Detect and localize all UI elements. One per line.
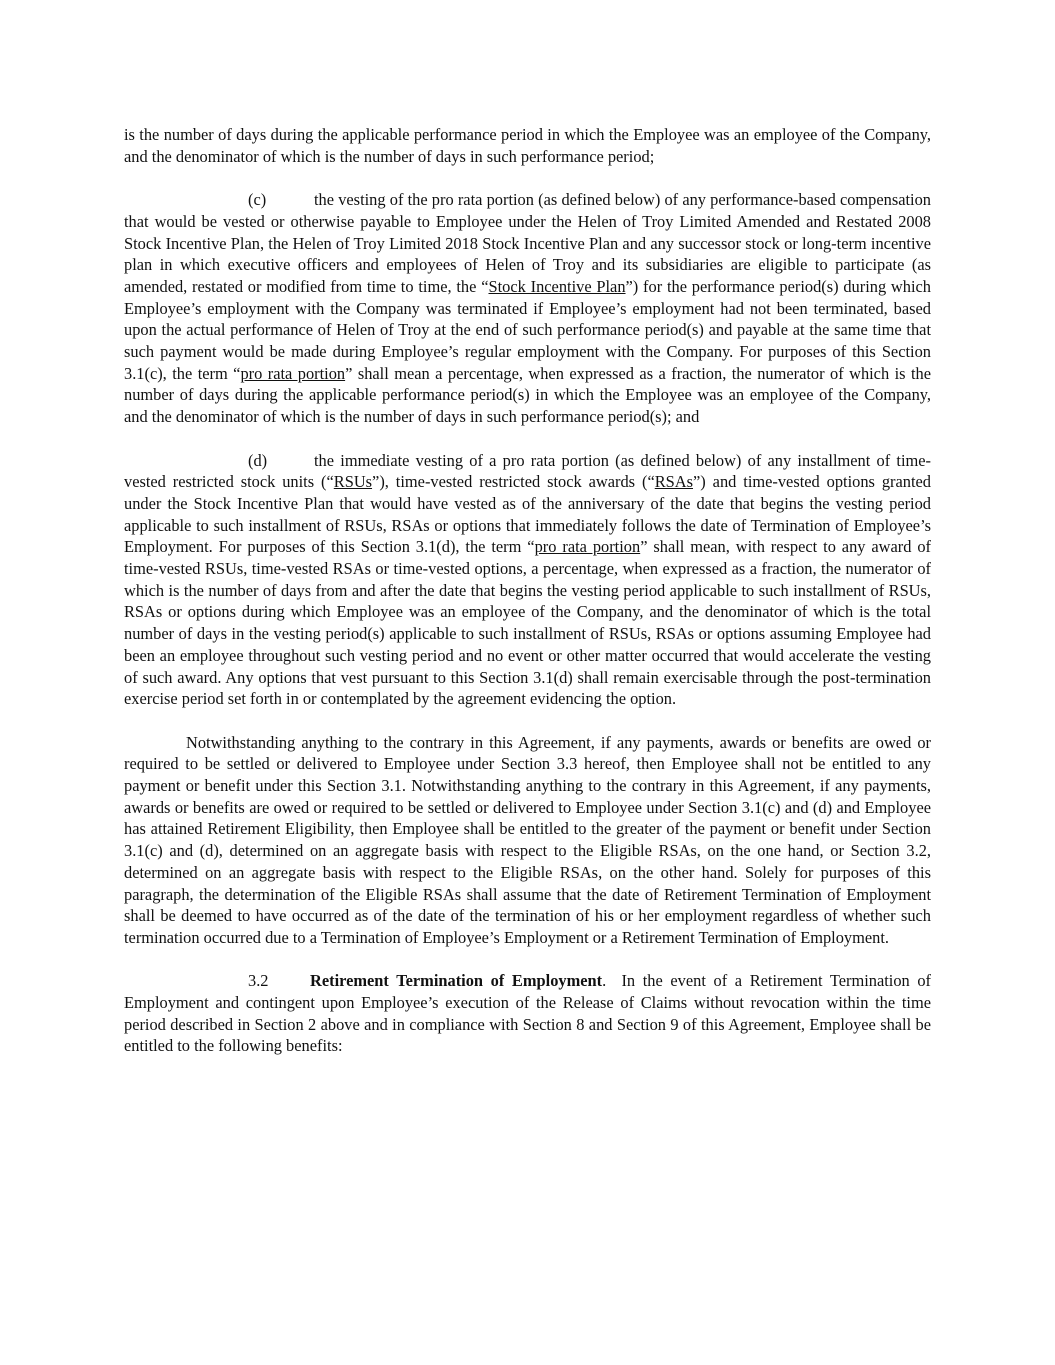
paragraph-notwithstanding: Notwithstanding anything to the contrary in this Agreement, if any payments, awards or benefits are owed or required to be settled or delivered to Employee under Section 3.3 hereof, then Employee shall not be entitled to any payment or benefit under this Section 3.1. Notwithstanding anything to the contrary in this Agreement, if any payments, awards or benefits are owed or required to be settled or delivered to Employee under Section 3.1(c) and (d) and Employee has attained Retirement Eligibility, then Employee shall be entitled to the greater of the payment or benefit under Section 3.1(c) and (d), determined on an aggregate basis with respect to the Eligible RSAs, on the one hand, or Section 3.2, determined on an aggregate basis with respect to the Eligible RSAs, on the other hand. Solely for purposes of this paragraph, the determination of the Eligible RSAs shall assume that the date of Retirement Termination of Employment shall be deemed to have occurred as of the date of the termination of his or her employment regardless of whether such termination occurred due to a Termination of Employee’s Employment or a Retirement Termination of Employment. — [124, 732, 931, 947]
subsection-marker-c: (c) — [248, 190, 267, 210]
section-3-2 — [124, 970, 931, 1057]
section-heading-period: . — [602, 971, 607, 991]
paragraph-3-1-c-text-3: ” shall mean a percentage, when expressed as a fraction, the numerator of which is the number of days during the applicable performance period(s) in which the Employee was an employee of the Company, and the denominator of which is the number of days in such performance period(s); and — [124, 363, 932, 427]
defined-term-stock-incentive-plan: Stock Incentive Plan — [488, 276, 626, 296]
paragraph-3-1-d-text-1: the immediate vesting of a pro rata portion (as defined below) of any installment of time-vested restricted stock units (“ — [124, 450, 931, 492]
paragraph-3-1-d-text-4: ” shall mean, with respect to any award of time-vested RSUs, time-vested RSAs or time-vested options, a percentage, when expressed as a fraction, the numerator of which is the number of days from and after the date that begins the vesting period applicable to such installment of RSUs, RSAs or options during which Employee was an employee of the Company, and the denominator of which is the total number of days in the vesting period(s) applicable to such installment of RSUs, RSAs or options assuming Employee had been an employee throughout such vesting period and no event or other matter occurred that would accelerate the vesting of such award. Any options that vest pursuant to this Section 3.1(d) shall remain exercisable through the post-termination exercise period set forth in or contemplated by the agreement evidencing the option. — [124, 537, 931, 709]
defined-term-pro-rata-portion-d: pro rata portion — [534, 537, 641, 557]
defined-term-rsas: RSAs — [654, 472, 693, 492]
paragraph-continuation: is the number of days during the applicable performance period in which the Employee was an employee of the Company, and the denominator of which is the number of days in such performance period; — [124, 125, 931, 166]
paragraph-3-1-d-text-2: ”), time-vested restricted stock awards (“ — [372, 472, 655, 492]
paragraph-3-1-d-text-3: ”) and time-vested options granted under the Stock Incentive Plan that would have vested as of the anniversary of the date that begins the vesting period applicable to such installment of RSUs, RSAs or options that immediately follows the date of Termination of Employee’s Employment. For purposes of this Section 3.1(d), the term “ — [124, 472, 931, 557]
paragraph-3-1-c — [124, 189, 931, 428]
paragraph-3-1-c-text-2: ”) for the performance period(s) during which Employee’s employment with the Company was terminated if Employee’s employment had not been terminated, based upon the actual performance of Helen of Troy at the end of such performance period(s) and payable at the same time that such payment would be made during Employee’s regular employment with the Company. For purposes of this Section 3.1(c), the term “ — [124, 276, 931, 383]
subsection-marker-d: (d) — [248, 450, 268, 470]
defined-term-rsus: RSUs — [333, 472, 373, 492]
section-heading-retirement-termination: Retirement Termination of Employment — [310, 971, 603, 991]
section-3-2-text: In the event of a Retirement Termination of Employment and contingent upon Employee’s execution of the Release of Claims without revocation within the time period described in Section 2 above and in compliance with Section 8 and Section 9 of this Agreement, Employee shall be entitled to the following benefits: — [124, 971, 932, 1056]
document-page — [124, 124, 931, 1079]
paragraph-3-1-c-text-1: the vesting of the pro rata portion (as defined below) of any performance-based compensation that would be vested or otherwise payable to Employee under the Helen of Troy Limited Amended and Restated 2008 Stock Incentive Plan, the Helen of Troy Limited 2018 Stock Incentive Plan and any successor stock or long-term incentive plan in which executive officers and employees of Helen of Troy and its subsidiaries are eligible to participate (as amended, restated or modified from time to time, the “ — [124, 190, 931, 296]
defined-term-pro-rata-portion: pro rata portion — [240, 363, 346, 383]
paragraph-3-1-d — [124, 450, 931, 710]
section-number-3-2: 3.2 — [248, 971, 269, 991]
